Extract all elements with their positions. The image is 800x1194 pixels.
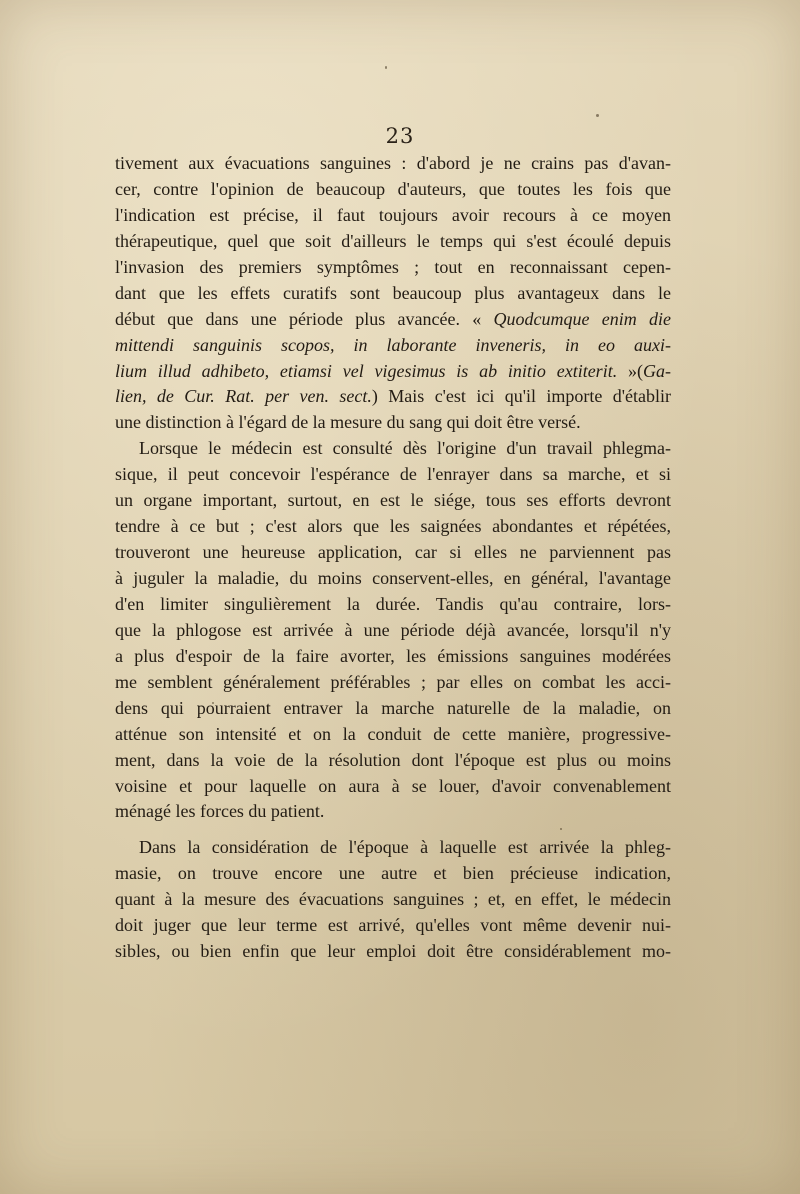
text-run: tendre à ce but ; c'est alors que les saignées abondantes et répétées, — [115, 516, 671, 537]
text-line — [115, 722, 671, 748]
text-run: a plus d'espoir de la faire avorter, les émissions sanguines modérées — [115, 645, 671, 666]
text-run: l'indication est précise, il faut toujours avoir recours à ce moyen — [115, 204, 671, 225]
text-line — [115, 333, 671, 359]
text-run: dens qui pourraient entraver la marche naturelle de la maladie, on — [115, 697, 671, 718]
text-line — [115, 887, 671, 913]
text-line — [115, 307, 671, 333]
text-line — [115, 436, 671, 462]
text-line — [115, 861, 671, 887]
text-run: à juguler la maladie, du moins conservent-elles, en général, l'avantage — [115, 568, 671, 588]
text-run: ment, dans la voie de la résolution dont l'époque est plus ou moins — [115, 749, 671, 770]
paragraph — [115, 436, 671, 825]
text-run: d'en limiter singulièrement la durée. Tandis qu'au contraire, lors- — [115, 593, 671, 614]
text-line — [115, 177, 671, 203]
text-line — [115, 410, 671, 436]
text-run: un organe important, surtout, en est le siége, tous ses efforts devront — [115, 490, 671, 511]
text-run: quant à la mesure des évacuations sanguines ; et, en effet, le médecin — [115, 889, 671, 910]
paragraph — [115, 835, 671, 965]
text-run: ) Mais c'est ici qu'il importe d'établir — [371, 386, 671, 407]
italic-run: mittendi sanguinis scopos, in laborante inveneris, in eo auxi- — [115, 334, 671, 355]
text-line — [115, 592, 671, 618]
text-run: atténue son intensité et on la conduit de cette manière, progressive- — [115, 723, 671, 744]
text-line — [115, 799, 671, 825]
paragraph-gap — [115, 825, 671, 835]
text-run: me semblent généralement préférables ; par elles on combat les acci- — [115, 671, 671, 692]
text-line — [115, 151, 671, 177]
text-run: thérapeutique, quel que soit d'ailleurs le temps qui s'est écoulé depuis — [115, 230, 671, 251]
paragraph — [115, 151, 671, 436]
text-line — [115, 514, 671, 540]
text-run: sibles, ou bien enfin que leur emploi doit être considérablement mo- — [115, 941, 671, 962]
text-line — [115, 255, 671, 281]
text-line — [115, 644, 671, 670]
text-line — [115, 939, 671, 965]
text-run: trouveront une heureuse application, car si elles ne parviennent pas — [115, 542, 671, 563]
page-number: 23 — [385, 124, 415, 148]
text-run: »( — [617, 360, 644, 381]
text-line — [115, 462, 671, 488]
ink-speck — [385, 66, 387, 69]
text-line — [115, 384, 671, 410]
text-line — [115, 359, 671, 385]
text-run: masie, on trouve encore une autre et bien précieuse indication, — [115, 863, 671, 884]
text-run: cer, contre l'opinion de beaucoup d'auteurs, que toutes les fois que — [115, 178, 671, 199]
text-line — [115, 488, 671, 514]
italic-run: lium illud adhibeto, etiamsi vel vigesimus is ab initio extiterit. — [115, 360, 618, 381]
text-line — [115, 774, 671, 800]
text-run: l'invasion des premiers symptômes ; tout en reconnaissant cepen- — [115, 256, 671, 277]
text-run: Dans la considération de l'époque à laquelle est arrivée la phleg- — [139, 837, 671, 858]
text-line — [115, 229, 671, 255]
text-run: sique, il peut concevoir l'espérance de l'enrayer dans sa marche, et si — [115, 464, 671, 485]
text-run: début que dans une période plus avancée. « — [115, 308, 494, 329]
text-run: tivement aux évacuations sanguines : d'abord je ne crains pas d'avan- — [115, 153, 671, 173]
text-run: ménagé les forces du patient. — [115, 801, 325, 822]
text-run: que la phlogose est arrivée à une période déjà avancée, lorsqu'il n'y — [115, 619, 671, 640]
italic-run: Ga- — [643, 360, 672, 381]
text-line — [115, 670, 671, 696]
body-text — [115, 151, 671, 965]
text-run: doit juger que leur terme est arrivé, qu'elles vont même devenir nui- — [115, 915, 671, 936]
text-line — [115, 696, 671, 722]
text-line — [115, 748, 671, 774]
text-line — [115, 835, 671, 861]
text-line — [115, 540, 671, 566]
text-run: une distinction à l'égard de la mesure du sang qui doit être versé. — [115, 412, 581, 433]
text-line — [115, 203, 671, 229]
text-run: Lorsque le médecin est consulté dès l'origine d'un travail phlegma- — [139, 438, 671, 459]
italic-run: Quodcumque enim die — [493, 308, 671, 329]
text-run: dant que les effets curatifs sont beaucoup plus avantageux dans le — [115, 282, 671, 303]
text-line — [115, 913, 671, 939]
italic-run: lien, de Cur. Rat. per ven. sect. — [115, 386, 372, 407]
text-run: voisine et pour laquelle on aura à se louer, d'avoir convenablement — [115, 775, 671, 796]
text-line — [115, 566, 671, 592]
ink-speck — [596, 114, 599, 117]
text-line — [115, 281, 671, 307]
text-line — [115, 618, 671, 644]
